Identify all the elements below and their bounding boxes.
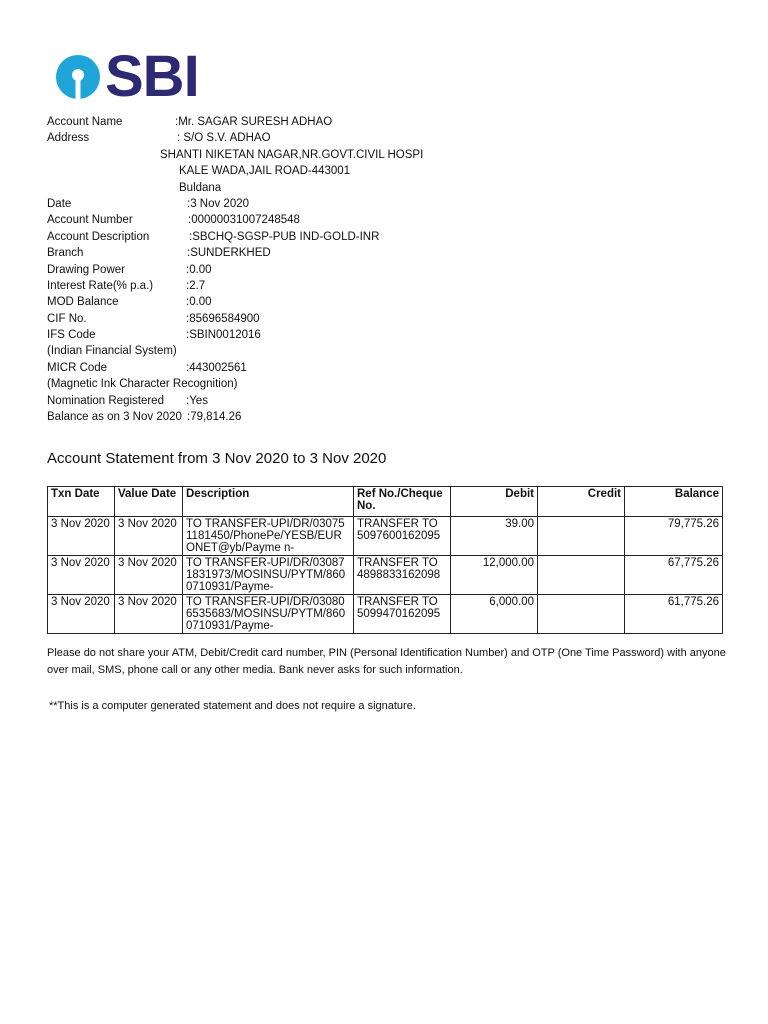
account-info-value: KALE WADA,JAIL ROAD-443001	[179, 165, 351, 178]
sbi-logo-text: SBI	[105, 44, 199, 109]
account-info-label: (Indian Financial System)	[47, 345, 177, 358]
account-info-value: :3 Nov 2020	[187, 197, 250, 210]
table-row	[48, 556, 723, 595]
account-info-label: Interest Rate(% p.a.)	[47, 279, 154, 292]
account-info-label: Account Description	[47, 230, 150, 243]
cell-credit	[538, 556, 625, 595]
account-info-label: Account Name	[47, 116, 123, 128]
account-info-label: MICR Code	[47, 361, 108, 374]
cell-credit	[538, 517, 625, 556]
cell-txn-date: 3 Nov 2020	[48, 556, 115, 595]
footer-note: **This is a computer generated statement and does not require a signature.	[49, 700, 416, 712]
account-info-value: :79,814.26	[187, 411, 242, 424]
header-debit: Debit	[451, 487, 538, 517]
table-row	[48, 517, 723, 556]
account-info-value: :0.00	[186, 296, 212, 309]
account-info-value: :SBCHQ-SGSP-PUB IND-GOLD-INR	[189, 230, 380, 243]
account-info-value: Buldana	[179, 181, 222, 194]
header-txn-date: Txn Date	[48, 487, 115, 517]
account-info-label: Drawing Power	[47, 263, 125, 276]
account-info-value: :2.7	[186, 279, 206, 292]
cell-balance: 61,775.26	[625, 595, 723, 634]
account-info-label: IFS Code	[47, 329, 96, 342]
account-info-label: Account Number	[47, 214, 133, 227]
header-credit: Credit	[538, 487, 625, 517]
cell-description: TO TRANSFER-UPI/DR/030871831973/MOSINSU/PYTM/8600710931/Payme-	[183, 556, 354, 595]
table-header-row	[48, 487, 723, 517]
cell-ref: TRANSFER TO 5097600162095	[354, 517, 451, 556]
cell-description: TO TRANSFER-UPI/DR/030751181450/PhonePe/YESB/EURONET@yb/Payme n-	[183, 517, 354, 556]
transactions-table	[47, 486, 723, 634]
cell-balance: 67,775.26	[625, 556, 723, 595]
account-info-value: :443002561	[186, 361, 247, 374]
account-info-label: Date	[47, 197, 72, 210]
account-info-value: :Yes	[186, 394, 208, 407]
account-info-value: :00000031007248548	[188, 214, 300, 227]
cell-txn-date: 3 Nov 2020	[48, 517, 115, 556]
cell-value-date: 3 Nov 2020	[115, 517, 183, 556]
cell-balance: 79,775.26	[625, 517, 723, 556]
cell-debit: 39.00	[451, 517, 538, 556]
account-info-value: : S/O S.V. ADHAO	[177, 132, 271, 145]
statement-title: Account Statement from 3 Nov 2020 to 3 Nov 2020	[47, 450, 387, 467]
security-notice: Please do not share your ATM, Debit/Credit card number, PIN (Personal Identification Number) and OTP (One Time Password) with anyone over mail, SMS, phone call or any other media. Bank never asks for such information.	[47, 647, 726, 676]
cell-description: TO TRANSFER-UPI/DR/030806535683/MOSINSU/PYTM/8600710931/Payme-	[183, 595, 354, 634]
cell-ref: TRANSFER TO 4898833162098	[354, 556, 451, 595]
account-info-value: :85696584900	[186, 312, 260, 325]
cell-value-date: 3 Nov 2020	[115, 556, 183, 595]
account-info-label: Address	[47, 132, 90, 145]
cell-value-date: 3 Nov 2020	[115, 595, 183, 634]
sbi-keyhole-icon	[55, 54, 101, 100]
header-value-date: Value Date	[115, 487, 183, 517]
account-info-value: :SBIN0012016	[186, 329, 261, 342]
cell-debit: 12,000.00	[451, 556, 538, 595]
table-row	[48, 595, 723, 634]
account-info-value: SHANTI NIKETAN NAGAR,NR.GOVT.CIVIL HOSPI	[160, 148, 424, 161]
cell-credit	[538, 595, 625, 634]
sbi-logo	[55, 44, 199, 109]
header-ref: Ref No./Cheque No.	[354, 487, 451, 517]
cell-ref: TRANSFER TO 5099470162095	[354, 595, 451, 634]
cell-debit: 6,000.00	[451, 595, 538, 634]
account-info-label: Nomination Registered	[47, 394, 164, 407]
account-info-value: :SUNDERKHED	[187, 247, 271, 260]
header-description: Description	[183, 487, 354, 517]
cell-txn-date: 3 Nov 2020	[48, 595, 115, 634]
account-info-value: :Mr. SAGAR SURESH ADHAO	[175, 116, 333, 128]
account-info-label: Balance as on 3 Nov 2020	[47, 411, 182, 424]
header-balance: Balance	[625, 487, 723, 517]
account-info-value: :0.00	[186, 263, 212, 276]
account-info-label: Branch	[47, 247, 84, 260]
account-info-label: CIF No.	[47, 312, 87, 325]
account-info-label: (Magnetic Ink Character Recognition)	[47, 378, 238, 391]
account-info-label: MOD Balance	[47, 296, 119, 309]
